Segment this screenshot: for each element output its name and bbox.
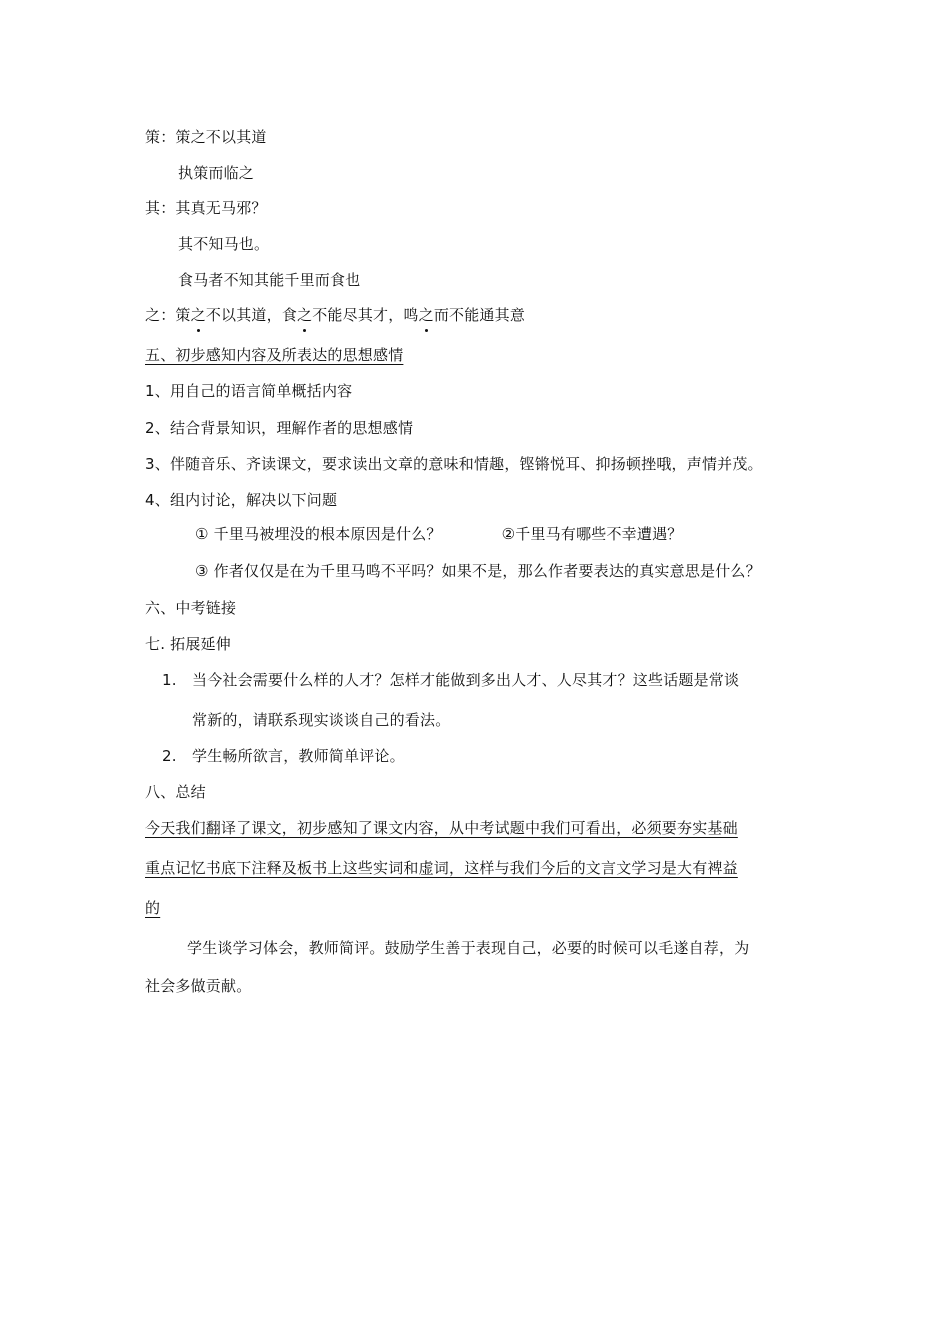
- zhi-text: 而不能通其意: [433, 306, 526, 324]
- question-row: [195, 524, 682, 544]
- zhi-text: 不以其道，食: [205, 306, 298, 324]
- summary-line: 重点记忆书底下注释及板书上这些实词和虚词，这样与我们今后的文言文学习是大有裨益: [145, 859, 738, 877]
- summary-line: 今天我们翻译了课文，初步感知了课文内容，从中考试题中我们可看出，必须要夯实基础: [145, 819, 738, 837]
- section-8-title: 八、总结: [145, 783, 206, 801]
- summary-line: 的: [145, 899, 161, 917]
- extension-text: 当今社会需要什么样的人才？怎样才能做到多出人才、人尽其才？这些话题是常谈: [192, 671, 740, 689]
- extension-text: 学生畅所欲言，教师简单评论。: [192, 747, 405, 765]
- emphasis-char: 之: [190, 306, 206, 324]
- section-6-title: 六、中考链接: [145, 599, 237, 617]
- emphasis-char: 之: [418, 306, 434, 324]
- section-7-title: 七. 拓展延伸: [145, 635, 231, 653]
- extension-item-2: [162, 746, 405, 766]
- extension-item-1: [162, 670, 739, 690]
- zhi-text: 不能尽其才，鸣: [312, 306, 419, 324]
- section-5-title: 五、初步感知内容及所表达的思想感情: [145, 346, 404, 364]
- qi-example-line: 其不知马也。: [178, 235, 270, 253]
- list-number: 2.: [162, 747, 177, 765]
- qi-heading-line: 其：其真无马邪？: [145, 199, 267, 217]
- zhi-prefix: 之：策: [145, 306, 191, 324]
- question-1: ① 千里马被埋没的根本原因是什么？: [195, 525, 442, 543]
- ce-heading-line: 策：策之不以其道: [145, 128, 267, 146]
- ce-example-line: 执策而临之: [178, 164, 255, 182]
- closing-paragraph-line: 学生谈学习体会，教师简评。鼓励学生善于表现自己，必要的时候可以毛遂自荐，为: [187, 939, 750, 957]
- emphasis-char: 之: [297, 306, 313, 324]
- list-item: 2、结合背景知识，理解作者的思想感情: [145, 419, 414, 437]
- question-3: ③ 作者仅仅是在为千里马鸣不平吗？如果不是，那么作者要表达的真实意思是什么？: [195, 562, 761, 580]
- list-item: 1、用自己的语言简单概括内容: [145, 382, 353, 400]
- extension-item-1-continued: 常新的，请联系现实谈谈自己的看法。: [192, 711, 451, 729]
- list-item: 3、伴随音乐、齐读课文，要求读出文章的意味和情趣，铿锵悦耳、抑扬顿挫哦，声情并茂。: [145, 455, 763, 473]
- list-number: 1.: [162, 671, 177, 689]
- zhi-heading-line: [145, 305, 525, 325]
- closing-paragraph-line: 社会多做贡献。: [145, 977, 252, 995]
- qi-example-line: 食马者不知其能千里而食也: [178, 271, 361, 289]
- list-item: 4、组内讨论，解决以下问题: [145, 491, 338, 509]
- question-2: ②千里马有哪些不幸遭遇？: [501, 525, 683, 543]
